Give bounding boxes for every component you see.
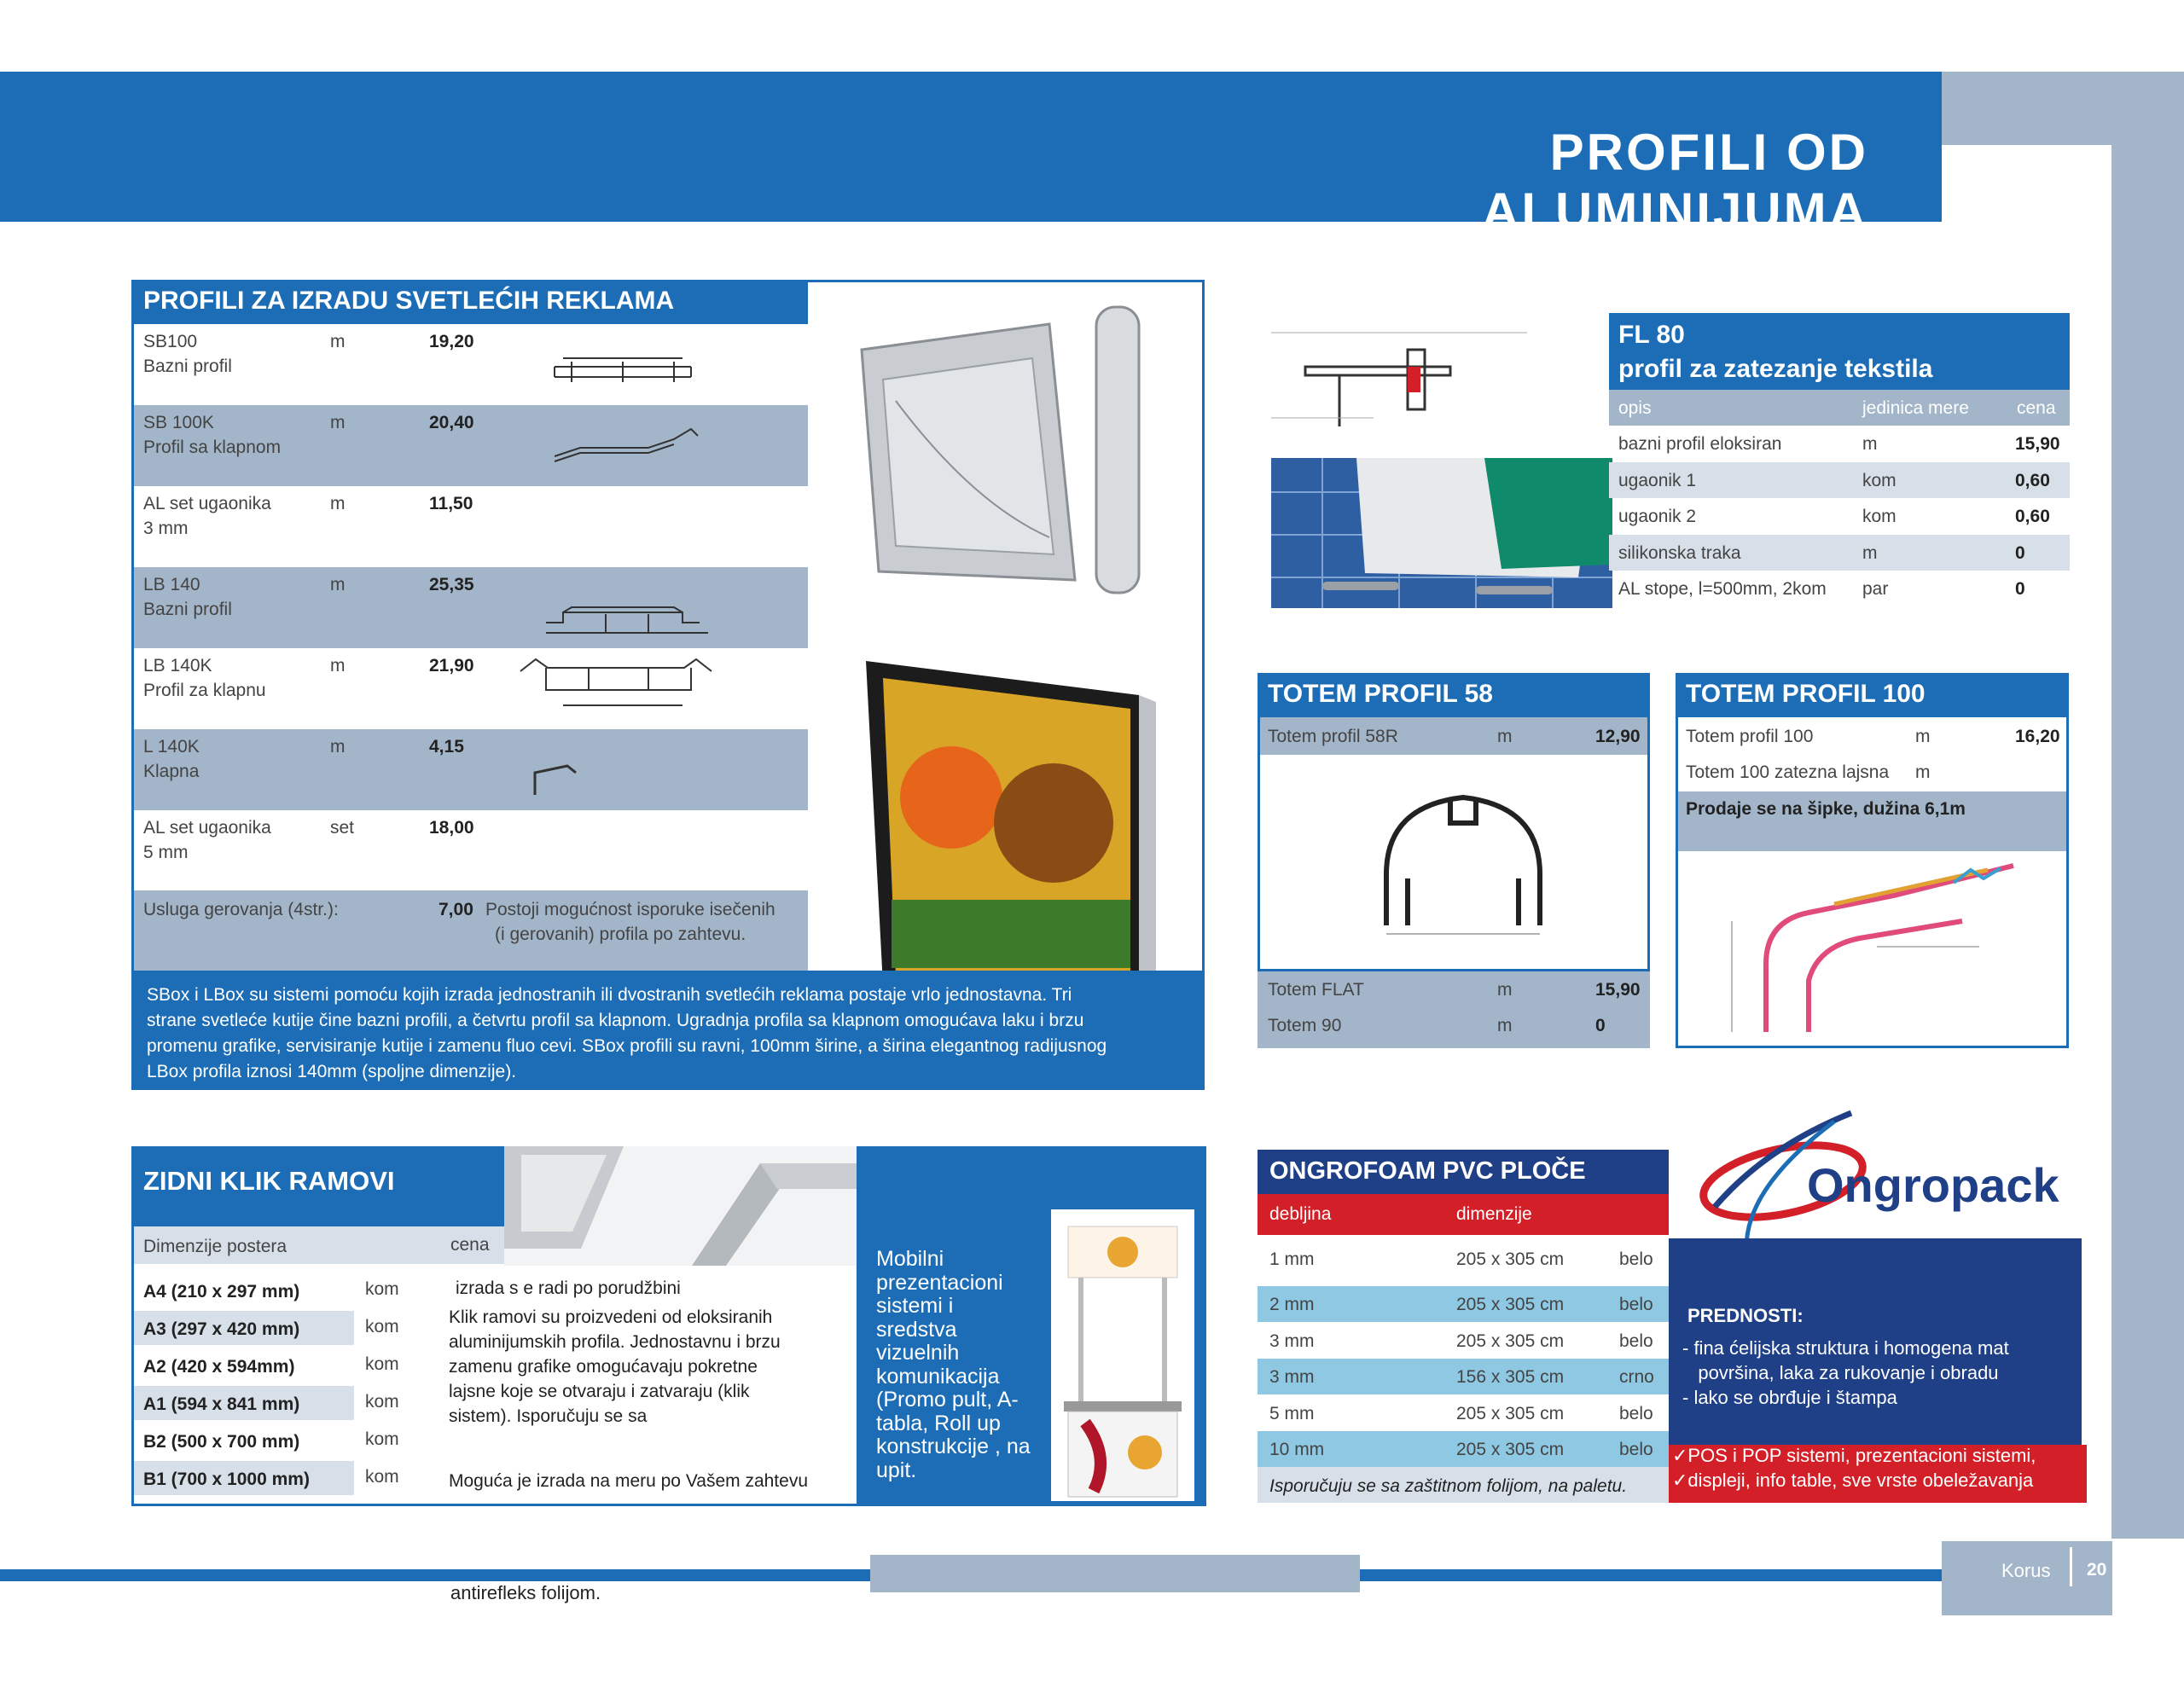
totem58-top-price: 12,90: [1595, 727, 1641, 746]
svetlece-row-price: 18,00: [429, 818, 474, 838]
totem58-drawing: [1369, 780, 1557, 942]
fl80-colheader: [1609, 390, 2070, 426]
mobilni-line: prezentacioni: [876, 1270, 1003, 1295]
mobilni-line: sistemi i: [876, 1294, 954, 1318]
uses-line: ✓displeji, info table, sve vrste obeležavanja: [1672, 1470, 2034, 1491]
fl80-row-cena: 15,90: [2015, 434, 2060, 454]
klik-desc-line: aluminijumskih profila. Jednostavnu i brzu: [449, 1332, 781, 1352]
fl80-row-cena: 0,60: [2015, 470, 2050, 490]
klik-header-dim: Dimenzije postera: [143, 1237, 288, 1256]
klik-note-bottom: Moguća je izrada na meru po Vašem zahtevu: [449, 1471, 809, 1491]
svetlece-row-unit: m: [330, 413, 346, 432]
footer-divider: [2070, 1547, 2072, 1586]
totem100-row-name: Totem 100 zatezna lajsna: [1686, 762, 1890, 782]
fl80-title-1: FL 80: [1618, 321, 1685, 349]
ongrofoam-row-dimenzije: 156 x 305 cm: [1456, 1367, 1565, 1387]
klik-row-unit: kom: [365, 1317, 399, 1336]
service-note-1: Postoji mogućnost isporuke isečenih: [485, 900, 775, 919]
fl80-row-opis: silikonska traka: [1618, 542, 1741, 563]
fl80-row-opis: ugaonik 1: [1618, 470, 1697, 490]
fl80-title-2: profil za zatezanje tekstila: [1618, 355, 1933, 383]
sb100-drawing: [537, 341, 708, 392]
ongrofoam-note: Isporučuju se sa zaštitnom folijom, na paletu.: [1269, 1476, 1628, 1496]
fl80-row-opis: ugaonik 2: [1618, 507, 1697, 527]
ongrofoam-header-dimenzije: dimenzije: [1456, 1204, 1532, 1224]
svetlece-row-desc: Bazni profil: [143, 600, 232, 619]
totem58-top-unit: m: [1497, 727, 1513, 746]
fl80-drawing: [1263, 316, 1536, 452]
klik-row-size: A3 (297 x 420 mm): [143, 1319, 300, 1339]
svetlece-row-price: 25,35: [429, 575, 474, 594]
ongrofoam-row-debljina: 1 mm: [1269, 1249, 1315, 1269]
service-note-2: (i gerovanih) profila po zahtevu.: [495, 925, 746, 944]
svetlece-row-price: 20,40: [429, 413, 474, 432]
totem100-row-unit: m: [1915, 727, 1931, 746]
svetlece-row-code: SB100: [143, 332, 198, 351]
svetlece-row-desc: Profil za klapnu: [143, 681, 266, 700]
totem100-row-price: 16,20: [2015, 727, 2060, 746]
totem58-row-unit: m: [1497, 1016, 1513, 1035]
fl80-row-cena: 0,60: [2015, 507, 2050, 527]
totem100-title: TOTEM PROFIL 100: [1686, 680, 1926, 708]
mobilni-line: (Promo pult, A-: [876, 1388, 1019, 1412]
totem58-row-unit: m: [1497, 980, 1513, 1000]
totem58-row-price: 0: [1595, 1016, 1606, 1035]
svetlece-row-code: AL set ugaonika: [143, 818, 271, 838]
prednosti-line: - lako se obrđuje i štampa: [1682, 1387, 1897, 1408]
service-price: 7,00: [439, 900, 473, 919]
fl80-header-cena: cena: [2017, 398, 2056, 418]
ongrofoam-row-debljina: 2 mm: [1269, 1295, 1315, 1314]
mobilni-line: konstrukcije , na: [876, 1435, 1031, 1458]
ongropack-logo: Ongropack: [1807, 1158, 2059, 1212]
mobilni-line: vizuelnih: [876, 1341, 960, 1365]
svetlece-row-desc: 3 mm: [143, 519, 189, 538]
svetlece-row-desc: Bazni profil: [143, 357, 232, 376]
klik-row-unit: kom: [365, 1354, 399, 1374]
svetlece-row-code: L 140K: [143, 737, 200, 757]
svetlece-row-desc: 5 mm: [143, 843, 189, 862]
klik-title: ZIDNI KLIK RAMOVI: [143, 1166, 395, 1196]
klik-row-unit: kom: [365, 1392, 399, 1412]
fl80-row-opis: AL stope, l=500mm, 2kom: [1618, 579, 1827, 600]
ongrofoam-row-boja: belo: [1619, 1440, 1653, 1459]
svetlece-row-price: 19,20: [429, 332, 474, 351]
ongrofoam-row-boja: belo: [1619, 1403, 1653, 1423]
svetlece-row-code: SB 100K: [143, 413, 214, 432]
totem58-title: TOTEM PROFIL 58: [1268, 680, 1493, 708]
promo-pult-photo: [1051, 1209, 1194, 1501]
fl80-header-opis: opis: [1618, 398, 1652, 418]
mobilni-line: tabla, Roll up: [876, 1411, 1001, 1435]
klik-desc-line: lajsne koje se otvaraju i zatvaraju (klik: [449, 1382, 750, 1401]
klik-row-size: B2 (500 x 700 mm): [143, 1432, 300, 1452]
mobilni-line: upit.: [876, 1458, 917, 1482]
svetlece-desc-line: promenu grafike, servisiranje kutije i zamenu fluo cevi. SBox profili su ravni, 100mm širine, a širina elegantnog radijusnog: [147, 1036, 1107, 1056]
ongrofoam-row-debljina: 5 mm: [1269, 1403, 1315, 1423]
fl80-row-jm: kom: [1862, 507, 1896, 527]
ongrofoam-header-debljina: debljina: [1269, 1204, 1332, 1224]
svetlece-row-price: 11,50: [429, 494, 473, 513]
fl80-row-opis: bazni profil eloksiran: [1618, 434, 1782, 454]
svetlece-desc-line: strane svetleće kutije čine bazni profili, a četvrtu profil sa klapnom. Ugradnja profila sa klapnom omogućava laku i brzu: [147, 1011, 1084, 1030]
klik-row-size: A4 (210 x 297 mm): [143, 1282, 300, 1301]
fl80-photo: [1271, 458, 1612, 608]
totem100-row-unit: m: [1915, 762, 1931, 782]
svetlece-row-band: [134, 729, 808, 810]
svetlece-row-desc: Profil sa klapnom: [143, 438, 282, 457]
svetlece-row-code: LB 140K: [143, 656, 212, 675]
lb140k-drawing: [512, 646, 734, 714]
klik-row-unit: kom: [365, 1429, 399, 1449]
ongrofoam-row-dimenzije: 205 x 305 cm: [1456, 1295, 1565, 1314]
uses-line: ✓POS i POP sistemi, prezentacioni sistemi,: [1672, 1445, 2036, 1466]
totem100-row-name: Totem profil 100: [1686, 727, 1814, 746]
klik-row-size: B1 (700 x 1000 mm): [143, 1470, 310, 1489]
mobilni-line: sredstva: [876, 1317, 957, 1342]
svetlece-desc-line: SBox i LBox su sistemi pomoću kojih izrada jednostranih ili dvostranih svetlećih reklama postaje vrlo jednostavna. Tri: [147, 985, 1072, 1005]
ongrofoam-title: ONGROFOAM PVC PLOČE: [1269, 1157, 1586, 1185]
svetlece-row-unit: m: [330, 575, 346, 594]
totem100-note: Prodaje se na šipke, dužina 6,1m: [1686, 799, 1966, 819]
svetlece-row-unit: m: [330, 656, 346, 675]
ongrofoam-row-boja: belo: [1619, 1249, 1653, 1269]
klik-desc-line: sistem). Isporučuju se sa: [449, 1406, 648, 1426]
svetlece-row-unit: set: [330, 818, 355, 838]
ongrofoam-row-dimenzije: 205 x 305 cm: [1456, 1403, 1565, 1423]
svetlece-row-code: LB 140: [143, 575, 200, 594]
klik-note-top: izrada s e radi po porudžbini: [456, 1278, 681, 1298]
klik-row-unit: kom: [365, 1467, 399, 1487]
prednosti-line: površina, laka za rukovanje i obradu: [1682, 1362, 1999, 1383]
svetlece-row-unit: m: [330, 494, 346, 513]
lb140-drawing: [529, 588, 725, 648]
page-number: 20: [2087, 1560, 2107, 1580]
fl80-row-jm: kom: [1862, 470, 1896, 490]
mobilni-line: komunikacija: [876, 1364, 1000, 1388]
fl80-row-cena: 0: [2015, 579, 2025, 600]
right-frame-side: [2111, 72, 2184, 1539]
svetlece-title: PROFILI ZA IZRADU SVETLEĆIH REKLAMA: [143, 287, 675, 315]
totem58-top-name: Totem profil 58R: [1268, 727, 1398, 746]
svetlece-row-code: AL set ugaonika: [143, 494, 271, 513]
stray-text: antirefleks folijom.: [450, 1582, 601, 1603]
ongrofoam-row-boja: crno: [1619, 1367, 1654, 1387]
prednosti-line: - fina ćelijska struktura i homogena mat: [1682, 1337, 2009, 1359]
totem58-row-price: 15,90: [1595, 980, 1641, 1000]
svetlece-row-unit: m: [330, 737, 346, 757]
ongrofoam-row-dimenzije: 205 x 305 cm: [1456, 1249, 1565, 1269]
fl80-row-jm: m: [1862, 542, 1878, 563]
fl80-header-jm: jedinica mere: [1862, 398, 1969, 418]
page-title: PROFILI OD ALUMINIJUMA: [1482, 124, 1868, 240]
fl80-row-jm: par: [1862, 579, 1889, 600]
l140k-drawing: [525, 751, 593, 802]
totem58-row-name: Totem FLAT: [1268, 980, 1364, 1000]
fl80-row-jm: m: [1862, 434, 1878, 454]
service-label: Usluga gerovanja (4str.):: [143, 900, 339, 919]
svetlece-row-price: 4,15: [429, 737, 464, 757]
ongrofoam-row-boja: belo: [1619, 1295, 1653, 1314]
klik-row-size: A2 (420 x 594mm): [143, 1357, 295, 1377]
footer-brand: Korus: [2001, 1560, 2051, 1581]
mobilni-line: Mobilni: [876, 1247, 944, 1271]
klik-row-unit: kom: [365, 1279, 399, 1299]
svetlece-row-desc: Klapna: [143, 762, 200, 781]
ongrofoam-row-debljina: 10 mm: [1269, 1440, 1325, 1459]
svetlece-row-price: 21,90: [429, 656, 474, 675]
ongrofoam-row-dimenzije: 205 x 305 cm: [1456, 1330, 1565, 1351]
svetlece-desc-line: LBox profila iznosi 140mm (spoljne dimenzije).: [147, 1062, 517, 1081]
klik-desc-line: Klik ramovi su proizvedeni od eloksiranih: [449, 1307, 773, 1327]
klik-frame-photo: [504, 1146, 857, 1266]
klik-desc-line: zamenu grafike omogućavaju pokretne: [449, 1357, 758, 1377]
footer-block: [870, 1555, 1360, 1592]
sbox-photo: [845, 299, 1152, 601]
ongrofoam-row-debljina: 3 mm: [1269, 1330, 1315, 1351]
prednosti-title: PREDNOSTI:: [1687, 1305, 1804, 1326]
sb100k-drawing: [546, 422, 717, 473]
klik-header-price: cena: [450, 1235, 490, 1255]
ongrofoam-row-boja: belo: [1619, 1330, 1653, 1351]
ongrofoam-row-dimenzije: 205 x 305 cm: [1456, 1440, 1565, 1459]
totem58-row-name: Totem 90: [1268, 1016, 1342, 1035]
fl80-row-cena: 0: [2015, 542, 2025, 563]
ongrofoam-row-debljina: 3 mm: [1269, 1367, 1315, 1387]
svetlece-row-unit: m: [330, 332, 346, 351]
totem100-drawing: [1706, 853, 2048, 1041]
klik-row-size: A1 (594 x 841 mm): [143, 1394, 300, 1414]
